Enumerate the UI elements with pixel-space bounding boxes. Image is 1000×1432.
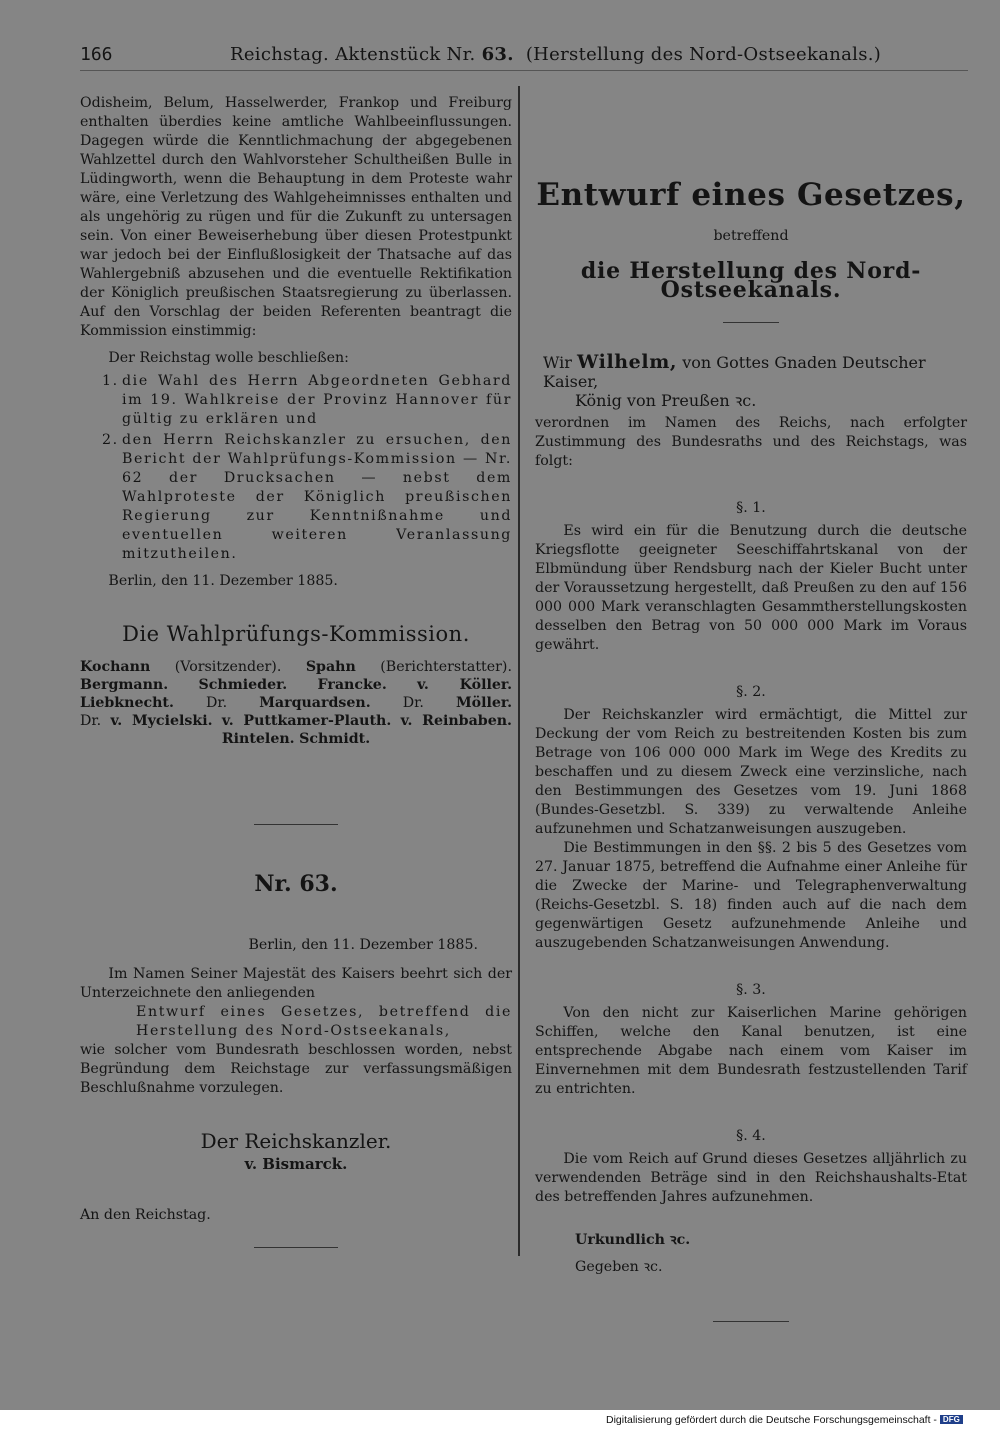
addressee: An den Reichstag. <box>80 1207 211 1223</box>
document-number: Nr. 63. <box>254 871 338 897</box>
king-title: König von Preußen ꝛc. <box>575 391 757 410</box>
chancellor-signature: v. Bismarck. <box>244 1155 348 1173</box>
member-name: Bergmann. <box>80 677 169 693</box>
credit-text: Digitalisierung gefördert durch die Deutsche Forschungsgemeinschaft - <box>606 1414 937 1426</box>
header-rule <box>80 70 968 71</box>
dfg-logo: DFG <box>940 1415 963 1424</box>
left-column <box>80 94 512 1248</box>
member-name: Schmidt. <box>299 731 371 747</box>
page-header <box>0 40 1000 70</box>
urkundlich: Urkundlich ꝛc. <box>575 1232 691 1248</box>
member-name: Liebknecht. <box>80 695 174 711</box>
member-title: Dr. <box>80 713 102 729</box>
item-text: die Wahl des Herrn Abgeordneten Gebhard im 19. Wahlkreise der Provinz Hannover für gültig zu erklären und <box>122 373 512 427</box>
member-name: Kochann <box>80 659 151 675</box>
emperor-title: von Gottes Gnaden Deutscher Kaiser, <box>543 353 926 391</box>
enacting-formula <box>535 353 967 391</box>
chancellor-title: Der Reichskanzler. <box>200 1129 392 1153</box>
section-heading: §. 1. <box>736 500 766 516</box>
member-name: Möller. <box>455 695 513 711</box>
member-name: v. Köller. <box>417 677 513 693</box>
section-text: Es wird ein für die Benutzung durch die deutsche Kriegsflotte geeigneter Seeschiffahrtskanal von der Elbmündung über Rendsburg nach der Kieler Bucht unter der Voraussetzung hergestellt, daß Preußen zu den auf 156 000 000 Mark veranschlagten Gesammtherstellungskosten desselben den Betrag von 50 000 000 Mark im Voraus gewährt. <box>535 523 967 653</box>
member-name: v. Mycielski. <box>110 713 213 729</box>
law-title: Entwurf eines Gesetzes, <box>536 177 966 213</box>
column-divider <box>518 86 520 1256</box>
report-paragraph: Odisheim, Belum, Hasselwerder, Frankop und Freiburg enthalten überdies keine amtliche Wahlbeeinflussungen. Dagegen würde die Kenntlichmachung der abgegebenen Wahlzettel durch den Wahlvorsteher Schultheißen Bulle in Lüdingworth, wenn die Behauptung in dem Proteste wahr wäre, eine Verletzung des Wahlgeheimnisses enthalten und als ungehörig zu rügen und für die Zukunft zu untersagen sein. Von einer Beweiserhebung über diesen Protestpunkt war jedoch bei der Einflußlosigkeit der Thatsache auf das Wahlergebniß abzusehen und die eventuelle Rektifikation der Königlich preußischen Staatsregierung zu überlassen. Auf den Vorschlag der beiden Referenten beantragt die Kommission einstimmig: <box>80 95 512 339</box>
item-number: 2. <box>102 432 119 448</box>
commission-heading: Die Wahlprüfungs-Kommission. <box>122 622 470 646</box>
section-text: Die Bestimmungen in den §§. 2 bis 5 des Gesetzes vom 27. Januar 1875, betreffend die Aufnahme einer Anleihe für die Zwecke der Marine- und Telegraphenverwaltung (Reichs-Gesetzbl. S. 18) finden auch auf die nach dem gegenwärtigen Gesetz aufzunehmende Anleihe und auszugebenden Schatzanweisungen Anwendung. <box>535 840 967 951</box>
member-name: Francke. <box>317 677 387 693</box>
right-column <box>535 94 967 1322</box>
section-heading: §. 2. <box>736 684 766 700</box>
member-name: Rintelen. <box>221 731 295 747</box>
law-betreffend: betreffend <box>713 228 789 244</box>
preamble: verordnen im Namen des Reichs, nach erfolgter Zustimmung des Bundesraths und des Reichstags, was folgt: <box>535 415 967 469</box>
member-name: v. Puttkamer-Plauth. <box>221 713 392 729</box>
section-text: Die vom Reich auf Grund dieses Gesetzes alljährlich zu verwendenden Beträge sind in den Reichshaushalts-Etat des betreffenden Jahres aufzunehmen. <box>535 1151 967 1205</box>
emperor-name: Wilhelm, <box>577 351 678 373</box>
item-number: 1. <box>102 373 119 389</box>
section-text: Der Reichskanzler wird ermächtigt, die Mittel zur Deckung der vom Reich zu bestreitenden Kosten bis zum Betrage von 106 000 000 Mark im Wege des Kredits zu beschaffen und zu diesem Zweck eine verzinsliche, nach den Bestimmungen des Gesetzes vom 19. Juni 1868 (Bundes-Gesetzbl. S. 339) zu verwaltende Anleihe aufzunehmen und Schatzanweisungen auszugeben. <box>535 707 967 837</box>
closing-rule <box>254 1247 338 1248</box>
gegeben: Gegeben ꝛc. <box>575 1259 663 1275</box>
enclosure-title: Entwurf eines Gesetzes, betreffend die Herstellung des Nord-Ostseekanals, <box>136 1004 512 1039</box>
section-rule <box>254 824 338 825</box>
running-head-number: 63. <box>481 44 514 65</box>
resolution-item-1 <box>80 372 512 429</box>
resolution-intro: Der Reichstag wolle beschließen: <box>108 350 349 366</box>
wir-word: Wir <box>543 353 572 372</box>
member-role: (Berichterstatter). <box>380 659 512 675</box>
member-name: Marquardsen. <box>259 695 371 711</box>
member-name: Spahn <box>305 659 356 675</box>
letter-text: Im Namen Seiner Majestät des Kaisers beehrt sich der Unterzeichnete den anliegenden <box>80 966 512 1001</box>
section-heading: §. 3. <box>736 982 766 998</box>
title-rule <box>723 322 779 323</box>
member-name: Schmieder. <box>198 677 288 693</box>
report-date: Berlin, den 11. Dezember 1885. <box>108 573 338 589</box>
page-number: 166 <box>80 44 113 65</box>
member-role: (Vorsitzender). <box>174 659 282 675</box>
closing-rule <box>713 1321 789 1322</box>
section-heading: §. 4. <box>736 1128 766 1144</box>
section-text: Von den nicht zur Kaiserlichen Marine gehörigen Schiffen, welche den Kanal benutzen, ist eine entsprechende Abgabe nach einem vom Kaiser im Einvernehmen mit dem Bundesrath festzustellenden Tarif zu entrichten. <box>535 1005 967 1097</box>
resolution-item-2 <box>80 431 512 564</box>
digitization-credit <box>606 1414 1000 1430</box>
member-title: Dr. <box>206 695 228 711</box>
running-head-prefix: Reichstag. Aktenstück Nr. <box>230 44 476 65</box>
resolution-list <box>80 372 512 564</box>
member-name: v. Reinbaben. <box>400 713 513 729</box>
letter-continuation: wie solcher vom Bundesrath beschlossen worden, nebst Begründung dem Reichstage zur verfassungsmäßigen Beschlußnahme vorzulegen. <box>80 1042 512 1096</box>
commission-members <box>80 658 512 748</box>
running-head-subject: (Herstellung des Nord-Ostseekanals.) <box>525 44 882 65</box>
running-head <box>230 44 881 65</box>
letter-date: Berlin, den 11. Dezember 1885. <box>248 937 478 953</box>
member-title: Dr. <box>402 695 424 711</box>
law-subtitle: die Herstellung des Nord-Ostseekanals. <box>580 258 922 303</box>
item-text: den Herrn Reichskanzler zu ersuchen, den Bericht der Wahlprüfungs-Kommission — Nr. 62 der Drucksachen — nebst dem Wahlproteste der Königlich preußischen Regierung zur Kenntnißnahme und eventuellen weiteren Veranlassung mitzutheilen. <box>122 432 512 562</box>
